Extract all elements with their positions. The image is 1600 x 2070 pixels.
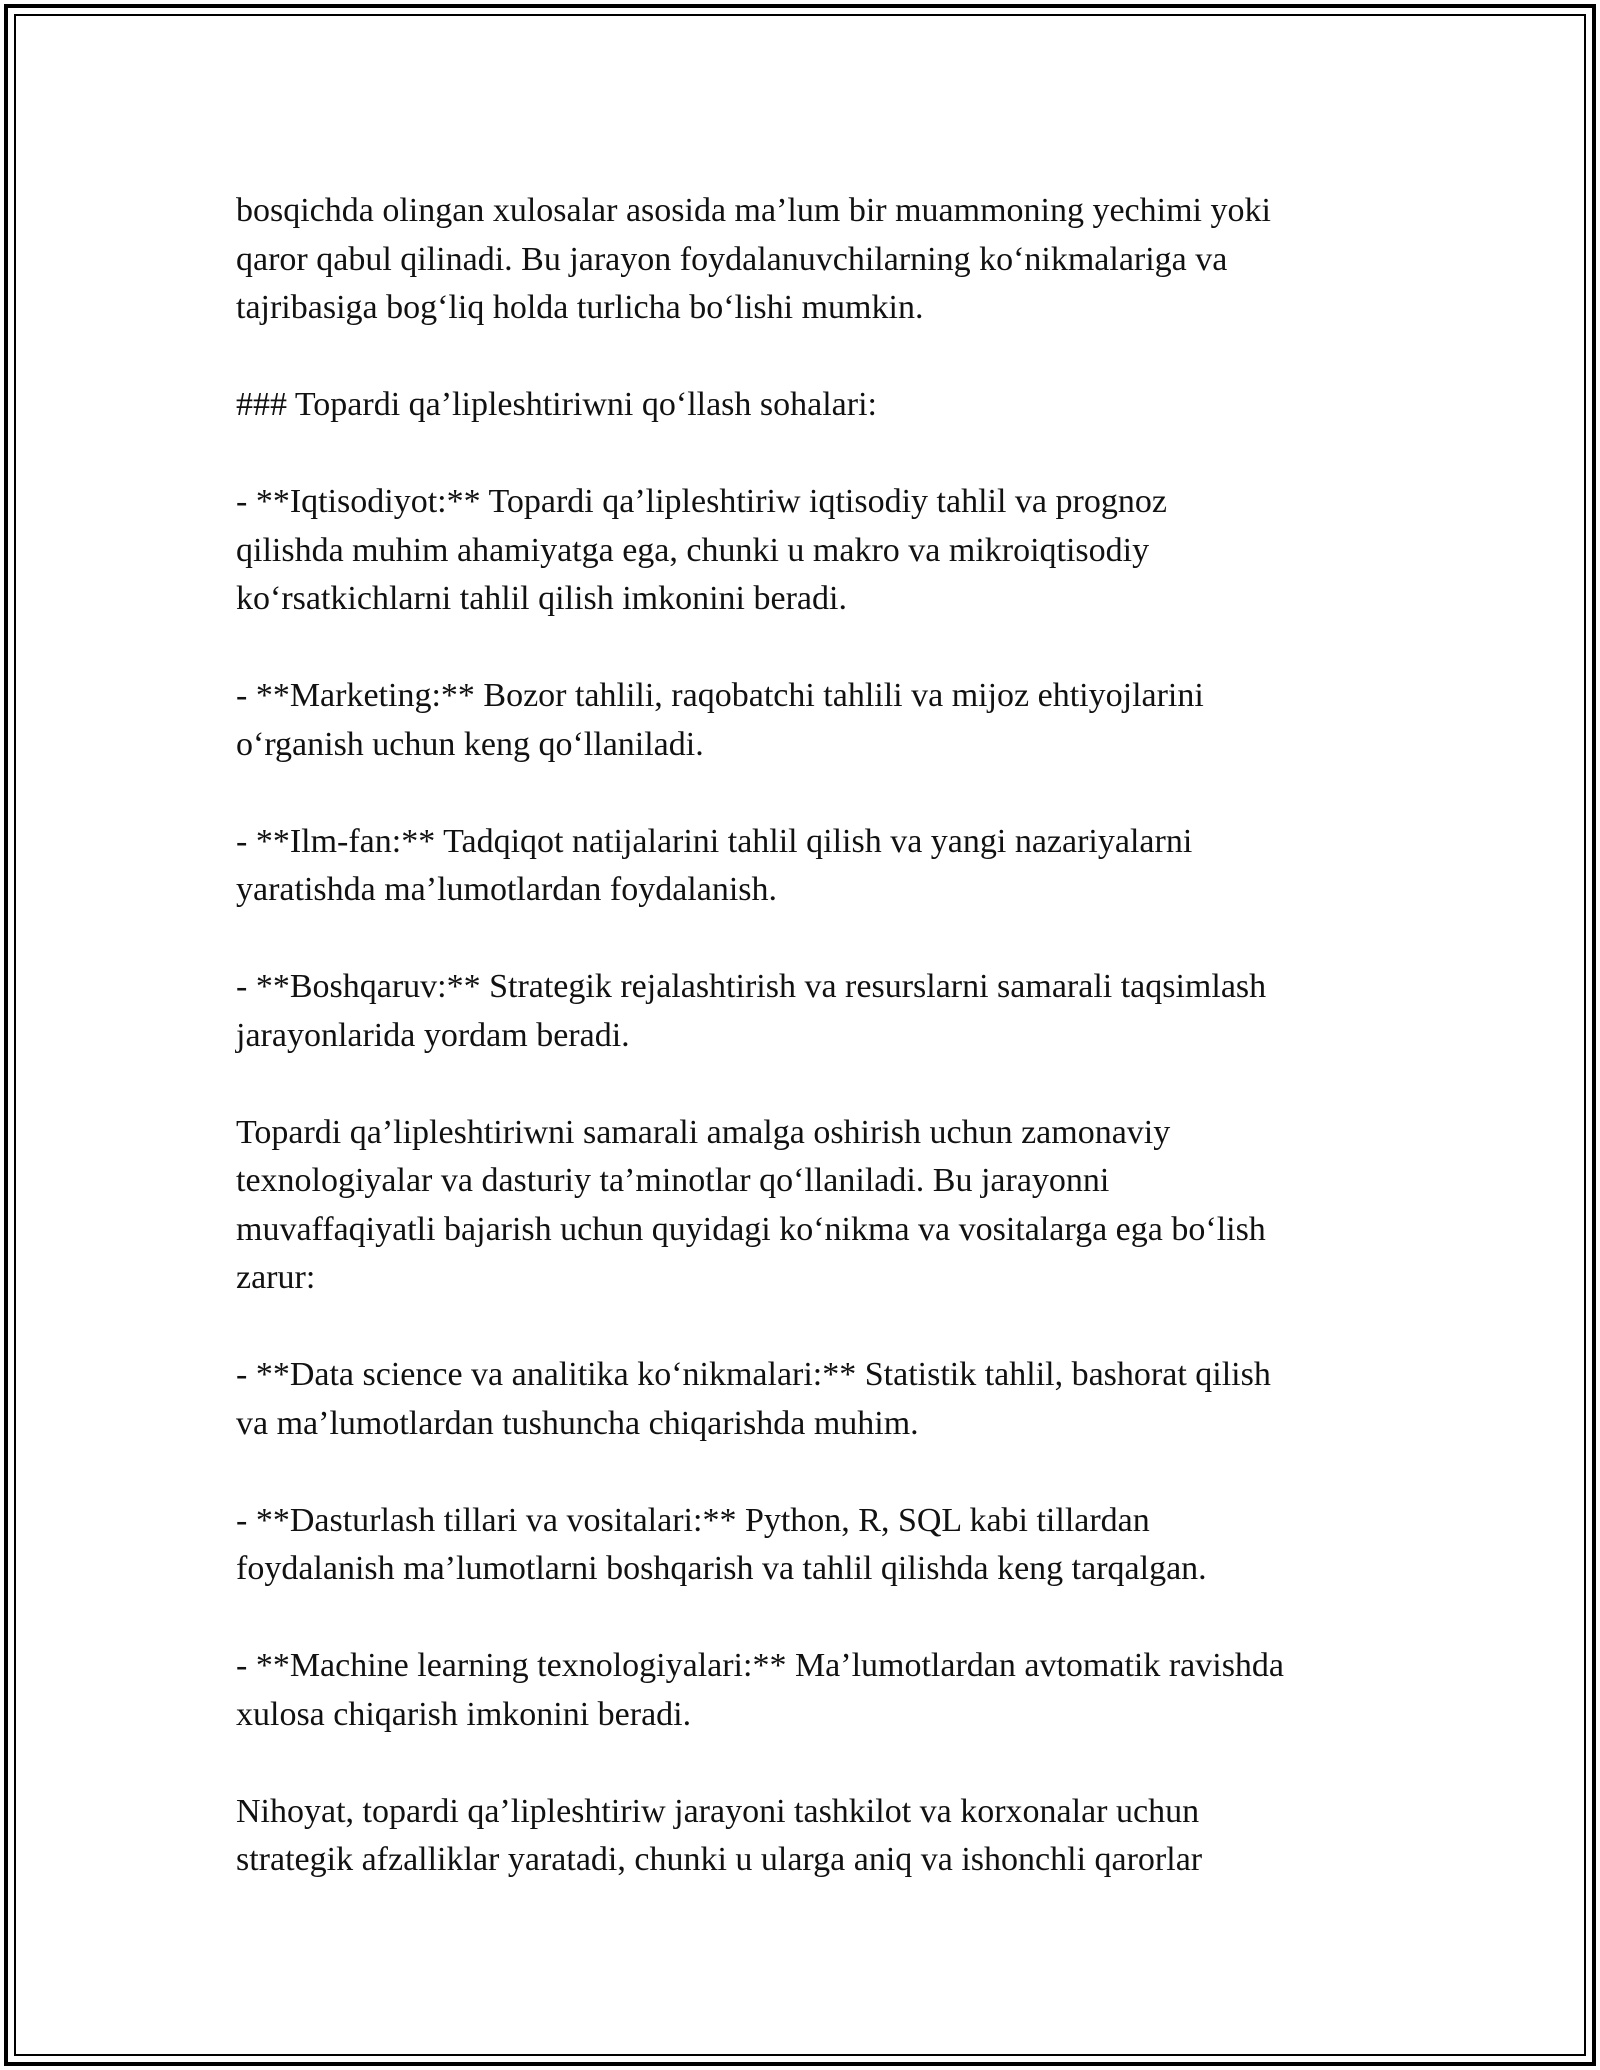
list-item-boshqaruv bbox=[236, 963, 1386, 1060]
text-line: strategik afzalliklar yaratadi, chunki u ularga aniq va ishonchli qarorlar bbox=[236, 1841, 1203, 1878]
text-line: Nihoyat, topardi qa’lipleshtiriw jarayoni tashkilot va korxonalar uchun bbox=[236, 1792, 1200, 1830]
text-line: - **Ilm-fan:** Tadqiqot natijalarini tahlil qilish va yangi nazariyalarni bbox=[236, 822, 1193, 860]
text-line: - **Machine learning texnologiyalari:** Ma’lumotlardan avtomatik ravishda bbox=[236, 1647, 1285, 1684]
text-line: Topardi qa’lipleshtiriwni samarali amalga oshirish uchun zamonaviy bbox=[236, 1113, 1171, 1151]
text-line: - **Marketing:** Bozor tahlili, raqobatchi tahlili va mijoz ehtiyojlarini bbox=[236, 677, 1204, 714]
text-line: va ma’lumotlardan tushuncha chiqarishda muhim. bbox=[236, 1404, 919, 1442]
document-body bbox=[236, 187, 1386, 1933]
paragraph-conclusion bbox=[236, 1788, 1386, 1885]
paragraph-intro bbox=[236, 187, 1386, 333]
paragraph-tools bbox=[236, 1109, 1386, 1303]
list-item-ilm-fan bbox=[236, 818, 1386, 915]
list-item-marketing bbox=[236, 672, 1386, 769]
heading-line: ### Topardi qa’lipleshtiriwni qo‘llash sohalari: bbox=[236, 386, 877, 423]
text-line: ko‘rsatkichlarni tahlil qilish imkonini beradi. bbox=[236, 580, 847, 617]
list-item-dasturlash bbox=[236, 1497, 1386, 1594]
text-line: xulosa chiqarish imkonini beradi. bbox=[236, 1695, 692, 1733]
list-item-data-science bbox=[236, 1351, 1386, 1448]
text-line: yaratishda ma’lumotlardan foydalanish. bbox=[236, 871, 777, 908]
text-line: texnologiyalar va dasturiy ta’minotlar qo‘llaniladi. Bu jarayonni bbox=[236, 1162, 1110, 1199]
text-line: foydalanish ma’lumotlarni boshqarish va tahlil qilishda keng tarqalgan. bbox=[236, 1550, 1207, 1587]
list-item-iqtisodiyot bbox=[236, 478, 1386, 624]
text-line: tajribasiga bog‘liq holda turlicha bo‘lishi mumkin. bbox=[236, 289, 924, 326]
section-heading bbox=[236, 381, 1386, 430]
text-line: muvaffaqiyatli bajarish uchun quyidagi ko‘nikma va vositalarga ega bo‘lish bbox=[236, 1210, 1266, 1248]
text-line: bosqichda olingan xulosalar asosida ma’lum bir muammoning yechimi yoki bbox=[236, 192, 1271, 229]
text-line: - **Iqtisodiyot:** Topardi qa’lipleshtiriw iqtisodiy tahlil va prognoz bbox=[236, 483, 1167, 520]
text-line: zarur: bbox=[236, 1259, 316, 1296]
list-item-machine-learning bbox=[236, 1642, 1386, 1739]
text-line: jarayonlarida yordam beradi. bbox=[236, 1016, 630, 1054]
text-line: - **Data science va analitika ko‘nikmalari:** Statistik tahlil, bashorat qilish bbox=[236, 1356, 1271, 1393]
text-line: o‘rganish uchun keng qo‘llaniladi. bbox=[236, 725, 704, 763]
text-line: qaror qabul qilinadi. Bu jarayon foydalanuvchilarning ko‘nikmalariga va bbox=[236, 240, 1228, 278]
text-line: - **Boshqaruv:** Strategik rejalashtirish va resurslarni samarali taqsimlash bbox=[236, 968, 1267, 1005]
text-line: - **Dasturlash tillari va vositalari:** Python, R, SQL kabi tillardan bbox=[236, 1501, 1150, 1539]
text-line: qilishda muhim ahamiyatga ega, chunki u makro va mikroiqtisodiy bbox=[236, 531, 1150, 569]
